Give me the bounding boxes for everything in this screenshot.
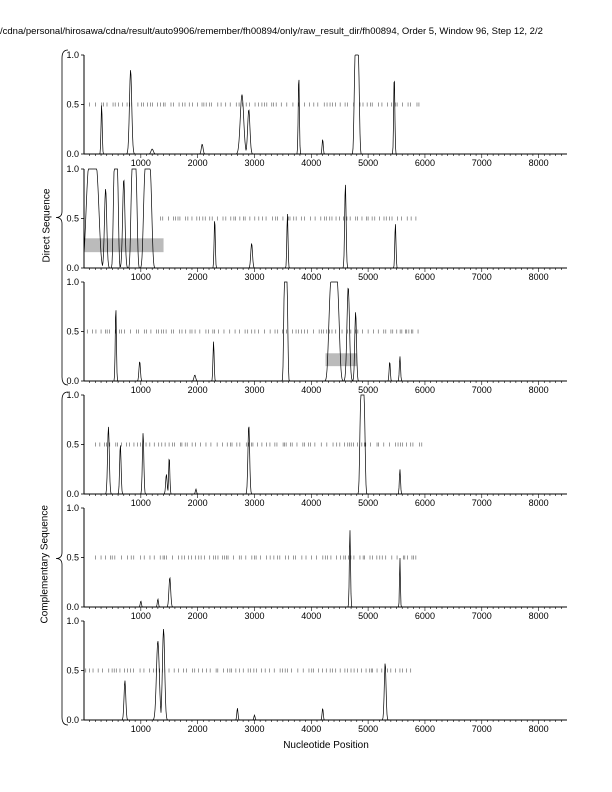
x-tick-label: 1000 — [130, 724, 151, 734]
x-tick-label: 4000 — [301, 272, 322, 282]
x-tick-label: 2000 — [187, 272, 208, 282]
y-tick-label: 0.5 — [66, 326, 79, 337]
x-tick-label: 3000 — [244, 611, 265, 621]
x-tick-label: 1000 — [130, 498, 151, 508]
series-line — [84, 530, 567, 607]
x-tick-label: 7000 — [471, 158, 492, 168]
y-tick-label: 1.0 — [66, 50, 79, 60]
panel-6 — [66, 616, 567, 734]
y-tick-label: 1.0 — [66, 277, 79, 287]
panel-5 — [66, 503, 567, 621]
x-tick-label: 8000 — [528, 158, 549, 168]
x-tick-label: 3000 — [244, 724, 265, 734]
x-tick-label: 2000 — [187, 498, 208, 508]
x-tick-label: 7000 — [471, 498, 492, 508]
x-tick-label: 6000 — [414, 158, 435, 168]
x-tick-label: 2000 — [187, 611, 208, 621]
x-tick-label: 7000 — [471, 272, 492, 282]
x-tick-label: 2000 — [187, 724, 208, 734]
x-tick-label: 7000 — [471, 611, 492, 621]
y-tick-label: 0.5 — [66, 552, 79, 563]
x-tick-label: 2000 — [187, 385, 208, 395]
x-tick-label: 5000 — [358, 498, 379, 508]
x-tick-label: 7000 — [471, 724, 492, 734]
panel-1 — [66, 50, 567, 168]
x-tick-label: 5000 — [358, 158, 379, 168]
panel-3 — [66, 277, 567, 395]
shaded-region — [326, 353, 357, 366]
shaded-region — [84, 238, 164, 252]
x-tick-label: 3000 — [244, 385, 265, 395]
x-axis-title: Nucleotide Position — [283, 740, 369, 751]
x-tick-label: 1000 — [130, 158, 151, 168]
y-tick-label: 0.0 — [66, 489, 79, 499]
y-tick-label: 1.0 — [66, 164, 79, 174]
x-tick-label: 5000 — [358, 611, 379, 621]
x-tick-label: 3000 — [244, 272, 265, 282]
y-tick-label: 0.5 — [66, 665, 79, 676]
y-tick-label: 0.5 — [66, 213, 79, 224]
x-tick-label: 4000 — [301, 498, 322, 508]
x-tick-label: 1000 — [130, 611, 151, 621]
x-tick-label: 8000 — [528, 272, 549, 282]
y-tick-label: 0.0 — [66, 602, 79, 612]
y-tick-label: 0.5 — [66, 439, 79, 450]
x-tick-label: 6000 — [414, 498, 435, 508]
x-tick-label: 4000 — [301, 385, 322, 395]
x-tick-label: 4000 — [301, 724, 322, 734]
x-tick-label: 5000 — [358, 272, 379, 282]
x-tick-label: 6000 — [414, 611, 435, 621]
y-tick-label: 0.0 — [66, 715, 79, 725]
x-tick-label: 6000 — [414, 724, 435, 734]
x-tick-label: 8000 — [528, 724, 549, 734]
panel-2 — [66, 164, 567, 282]
series-line — [84, 629, 567, 720]
y-tick-label: 1.0 — [66, 390, 79, 400]
series-line — [84, 55, 567, 154]
x-tick-label: 1000 — [130, 385, 151, 395]
y-tick-label: 0.0 — [66, 149, 79, 159]
x-tick-label: 3000 — [244, 498, 265, 508]
y-tick-label: 0.5 — [66, 99, 79, 110]
x-tick-label: 5000 — [358, 724, 379, 734]
x-tick-label: 3000 — [244, 158, 265, 168]
series-line — [84, 395, 567, 494]
series-line — [84, 169, 567, 268]
x-tick-label: 8000 — [528, 611, 549, 621]
x-tick-label: 2000 — [187, 158, 208, 168]
x-tick-label: 6000 — [414, 385, 435, 395]
x-tick-label: 5000 — [358, 385, 379, 395]
x-tick-label: 8000 — [528, 385, 549, 395]
x-tick-label: 6000 — [414, 272, 435, 282]
y-tick-label: 1.0 — [66, 616, 79, 626]
group-label-direct: Direct Sequence — [41, 188, 53, 263]
group-label-complementary: Complementary Sequence — [39, 505, 51, 624]
page-title: /cdna/personal/hirosawa/cdna/result/auto9906/remember/fh00894/only/raw_result_dir/fh00894, Order 5, Window 96, Step 12, 2/2 — [0, 26, 543, 37]
x-tick-label: 8000 — [528, 498, 549, 508]
x-tick-label: 7000 — [471, 385, 492, 395]
x-tick-label: 4000 — [301, 611, 322, 621]
y-tick-label: 1.0 — [66, 503, 79, 513]
x-tick-label: 1000 — [130, 272, 151, 282]
y-tick-label: 0.0 — [66, 376, 79, 386]
panel-4 — [66, 390, 567, 508]
y-tick-label: 0.0 — [66, 263, 79, 273]
x-tick-label: 4000 — [301, 158, 322, 168]
